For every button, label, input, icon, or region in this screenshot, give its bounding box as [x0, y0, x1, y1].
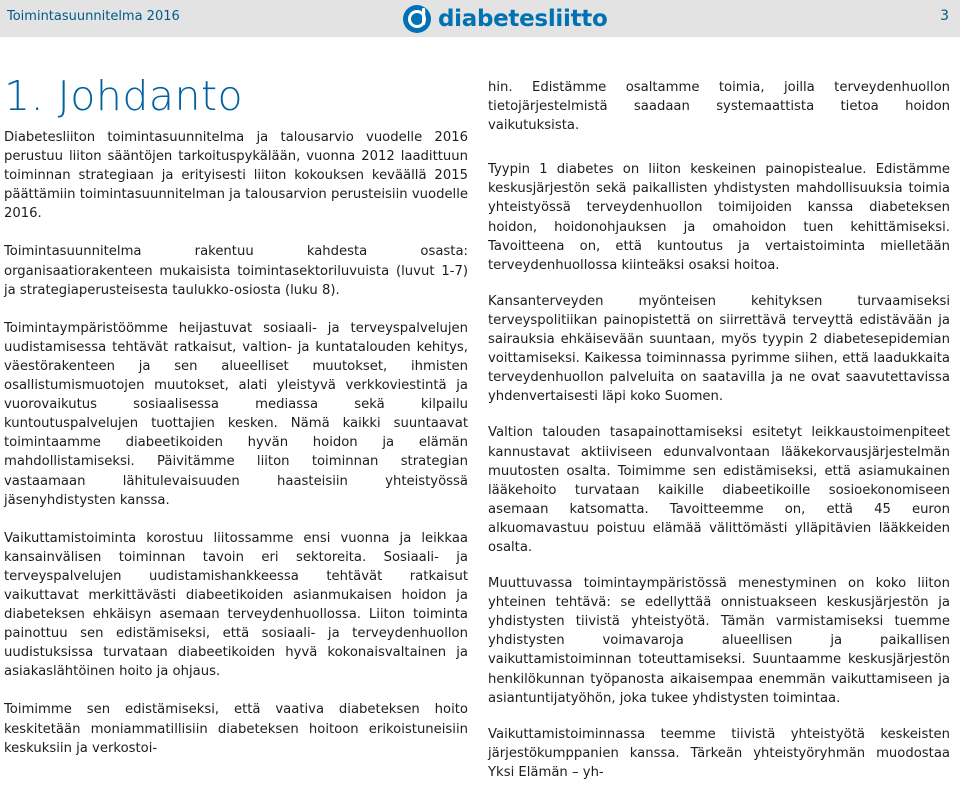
- page-header: [0, 0, 960, 37]
- paragraph: hin. Edistämme osaltamme toimia, joilla terveydenhuollon tietojärjestelmistä saadaan systemaattista tietoa hoidon vaikutuksista.: [488, 80, 950, 134]
- diabetesliitto-logo-icon: [402, 4, 432, 34]
- paragraph: Diabetesliiton toimintasuunnitelma ja talousarvio vuodelle 2016 perustuu liiton sääntöjen tarkoituspykälään, vuonna 2012 laadittuun toiminnan strategiaan ja erityisesti liiton kokouksen keväällä 2015 päättämiin toimintasuunnitelman ja talousarvion perusteisiin vuodelle 2016.: [4, 130, 468, 222]
- paragraph: Valtion talouden tasapainottamiseksi esitetyt leikkaustoimenpiteet kannustavat aktiiviseen edunvalvontaan lääkekorvausjärjestelmän muutosten osalta. Toimimme sen edistämiseksi, että asiamukainen lääkehoito turvataan kaikille diabeetikoille sosioekonomiseen asemaan katsomatta. Tavoitteemme on, että 45 euron alkuomavastuu poistuu elämää välittömästi ylläpitävien lääkkeiden osalta.: [488, 425, 950, 555]
- logo-wordmark: diabetesliitto: [438, 6, 608, 32]
- paragraph: Toimimme sen edistämiseksi, että vaativa diabeteksen hoito keskitetään moniammatillisiin diabeteksen hoitoon erikoistuneisiin keskuksiin ja verkostoi-: [4, 702, 468, 756]
- document-title: Toimintasuunnitelma 2016: [7, 9, 180, 24]
- diabetesliitto-logo: [402, 4, 607, 34]
- paragraph: Vaikuttamistoiminta korostuu liitossamme ensi vuonna ja leikkaa kansainvälisen toiminnan tavoin eri sektoreita. Sosiaali- ja terveyspalvelujen uudistamishankkeessa tehtävät ratkaisut vaikuttavat merkittävästi diabeetikoiden asianmukaisen hoidon ja diabeteksen ehkäisyn asemaan terveydenhuollossa. Liiton toiminta painottuu sen edistämiseksi, että sosiaali- ja terveydenhuollon uudistuksissa turvataan diabeetikoiden hyvä kokonaisvaltainen ja asiakaslähtöinen hoito ja ohjaus.: [4, 530, 468, 680]
- right-column: [488, 78, 950, 799]
- paragraph: Muuttuvassa toimintaympäristössä menestyminen on koko liiton yhteinen tehtävä: se edellyttää onnistuakseen keskusjärjestön ja yhdistysten tiivistä yhteistyötä. Tämän varmistamiseksi tuemme yhdistysten voimavaroja alueellisen ja paikallisen vaikuttamistoiminnan toteuttamiseksi. Suuntaamme keskusjärjestön henkilökunnan työpanosta aikaisempaa enemmän vaikuttamiseen ja asiantuntijatyöhön, joka tukee yhdistysten toimintaa.: [488, 576, 950, 706]
- paragraph: Vaikuttamistoiminnassa teemme tiivistä yhteistyötä keskeisten järjestökumppanien kanssa. Tärkeän yhteistyöryhmän muodostaa Yksi Elämän – yh-: [488, 726, 950, 780]
- left-column: [4, 128, 468, 777]
- paragraph: Kansanterveyden myönteisen kehityksen turvaamiseksi terveyspolitiikan painopistettä on siirrettävä terveyttä edistävään ja sairauksia ehkäisevään suuntaan, myös tyypin 2 diabetesepidemian voittamiseksi. Kaikessa toiminnassa pyrimme siihen, että laadukkaita terveydenhuollon palveluita on saatavilla ja ne ovat saavutettavissa yhdenvertaisesti läpi koko Suomen.: [488, 293, 950, 405]
- paragraph: Toimintaympäristöömme heijastuvat sosiaali- ja terveyspalvelujen uudistamisessa tehtävät ratkaisut, valtion- ja kuntatalouden kehitys, väestörakenteen ja sen alueelliset muutokset, ihmisten osallistumismuotojen muutokset, alati yleistyvä verkkoviestintä ja vuorovaikutus sosiaalisessa mediassa sekä kilpailu kuntoutuspalvelujen tuottajien kesken. Nämä kaikki suuntaavat toimintaamme diabeetikoiden hyvän hoidon ja elämän mahdollistamiseksi. Päivitämme liiton toiminnan strategian vastaamaan lähitulevaisuuden haasteisiin yhteistyössä jäsenyhdistysten kanssa.: [4, 320, 468, 508]
- paragraph: Toimintasuunnitelma rakentuu kahdesta osasta: organisaatiorakenteen mukaisista toimintasektoriluvuista (luvut 1-7) ja strategiaperusteisesta taulukko-osiosta (luku 8).: [4, 244, 468, 298]
- page-number: 3: [940, 8, 949, 24]
- paragraph: Tyypin 1 diabetes on liiton keskeinen painopistealue. Edistämme keskusjärjestön sekä paikallisten yhdistysten mahdollisuuksia toimia yhteistyössä terveydenhuollon toimijoiden kanssa diabeteksen hoidon, hoidonohjauksen ja omahoidon tuen kehittämiseksi. Tavoitteena on, että kuntoutus ja vertaistoiminta mielletään terveydenhuollossa kiinteäksi osaksi hoitoa.: [488, 162, 950, 273]
- section-heading: 1. Johdanto: [4, 72, 244, 120]
